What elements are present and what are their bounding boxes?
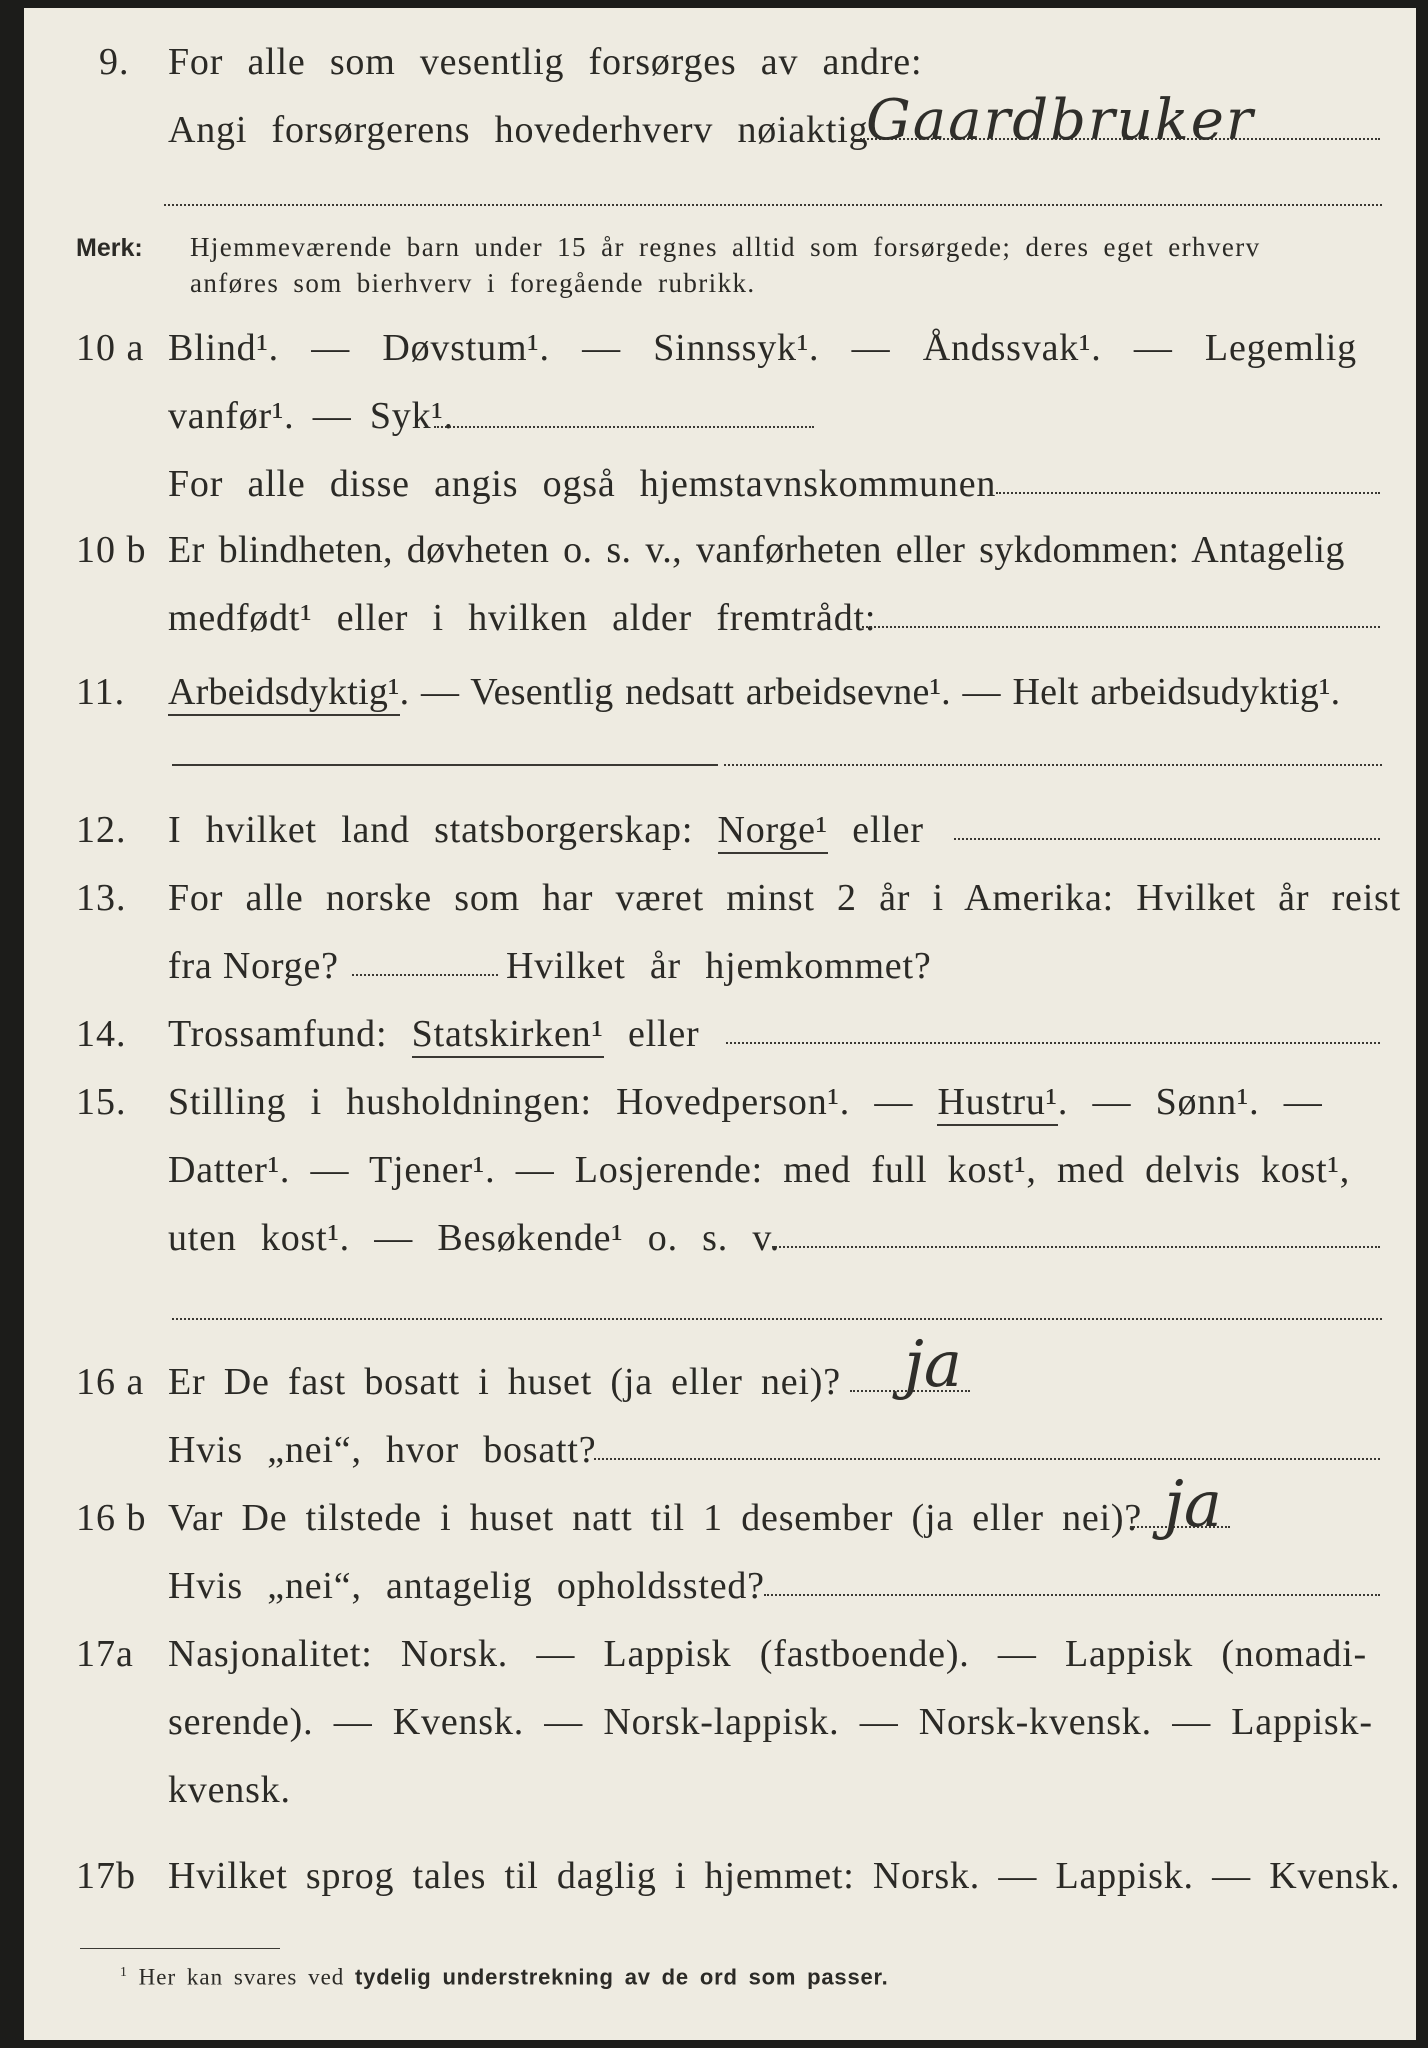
q13-line1: For alle norske som har været minst 2 år i Amerika: Hvilket år reist — [168, 877, 1402, 919]
q9-handwritten-answer[interactable]: Gaardbruker — [866, 88, 1255, 153]
q17b-line1: Hvilket sprog tales til daglig i hjemmet: Norsk. — Lappisk. — Kvensk. — [168, 1855, 1401, 1897]
q15-line1b: . — Sønn¹. — — [1057, 1081, 1323, 1123]
q11-line — [168, 670, 1340, 714]
item-number-13: 13. — [76, 877, 127, 919]
q17a-line2: serende). — Kvensk. — Norsk-lappisk. — Norsk-kvensk. — Lappisk- — [168, 1701, 1373, 1743]
item-number-12: 12. — [76, 809, 127, 851]
q16a-line1: Er De fast bosatt i huset (ja eller nei)? — [168, 1361, 841, 1403]
q10a-line2: vanfør¹. — Syk¹. — [168, 395, 454, 437]
q16b-whereabouts-line — [764, 1594, 1380, 1596]
q10b-answer-line — [862, 626, 1380, 628]
merk-line1: Hjemmeværende barn under 15 år regnes alltid som forsørgede; deres eget erhverv — [190, 232, 1261, 262]
q13-line2b: Hvilket år hjemkommet? — [506, 945, 932, 987]
q14-line — [168, 1012, 699, 1056]
q9-line1: For alle som vesentlig forsørges av andre: — [168, 41, 923, 83]
q10a-line1: Blind¹. — Døvstum¹. — Sinnssyk¹. — Åndssvak¹. — Legemlig — [168, 327, 1357, 369]
q9-line2: Angi forsørgerens hovederhverv nøiaktig — [168, 109, 869, 151]
q15-answer-line — [772, 1246, 1380, 1248]
q10a-answer-line — [434, 426, 814, 428]
item-number-10b: 10 b — [76, 529, 147, 571]
item-number-11: 11. — [76, 671, 126, 713]
q16b-line2: Hvis „nei“, antagelig opholdssted? — [168, 1565, 765, 1607]
q11-rule-right — [724, 764, 1382, 766]
q12-post: eller — [852, 809, 924, 851]
item-number-14: 14. — [76, 1013, 127, 1055]
q17a-line3: kvensk. — [168, 1769, 291, 1811]
q15-line1a: Stilling i husholdningen: Hovedperson¹. — — [168, 1081, 914, 1123]
item-number-15: 15. — [76, 1081, 127, 1123]
footnote-rule — [80, 1948, 280, 1949]
q10b-line1: Er blindheten, døvheten o. s. v., vanførheten eller sykdommen: Antagelig — [168, 529, 1345, 571]
q15-extra-line — [172, 1318, 1382, 1320]
q14-pre: Trossamfund: — [168, 1013, 388, 1055]
q11-rest: . — Vesentlig nedsatt arbeidsevne¹. — Helt arbeidsudyktig¹. — [399, 671, 1341, 713]
q10a-home-municipality-line — [996, 492, 1380, 494]
q9-extra-line — [164, 204, 1382, 206]
footnote — [120, 1964, 889, 1991]
item-number-9: 9. — [99, 41, 130, 83]
q12-option-norge[interactable]: Norge¹ — [718, 809, 828, 854]
item-number-17b: 17b — [76, 1855, 136, 1897]
item-number-17a: 17a — [76, 1633, 134, 1675]
q14-post: eller — [627, 1013, 700, 1055]
q10b-line2: medfødt¹ eller i hvilken alder fremtrådt: — [168, 597, 877, 639]
q15-line2: Datter¹. — Tjener¹. — Losjerende: med full kost¹, med delvis kost¹, — [168, 1149, 1351, 1191]
merk-label: Merk: — [76, 234, 143, 262]
q15-option-hustru[interactable]: Hustru¹ — [937, 1081, 1057, 1126]
q13-departure-year-line — [352, 974, 498, 976]
item-number-10a: 10 a — [76, 327, 145, 369]
item-number-16a: 16 a — [76, 1361, 145, 1403]
q16a-residence-line — [594, 1458, 1380, 1460]
q11-rule-left — [172, 764, 718, 766]
q15-line3: uten kost¹. — Besøkende¹ o. s. v. — [168, 1217, 781, 1259]
q15-line1 — [168, 1080, 1323, 1124]
footnote-pre: Her kan svares ved — [138, 1964, 345, 1990]
q14-option-statskirken[interactable]: Statskirken¹ — [412, 1013, 604, 1058]
q11-option-arbeidsdyktig[interactable]: Arbeidsdyktig¹ — [168, 671, 400, 716]
item-number-16b: 16 b — [76, 1497, 147, 1539]
q13-line2a: fra Norge? — [168, 945, 339, 987]
q12-line — [168, 808, 924, 852]
footnote-bold: tydelig understrekning av de ord som passer. — [355, 1964, 889, 1990]
census-form-page — [24, 8, 1416, 2040]
q14-answer-line — [726, 1042, 1380, 1044]
merk-line2: anføres som bierhverv i foregående rubrikk. — [190, 268, 756, 298]
q16a-line2: Hvis „nei“, hvor bosatt? — [168, 1429, 597, 1471]
q17a-line1: Nasjonalitet: Norsk. — Lappisk (fastboende). — Lappisk (nomadi- — [168, 1633, 1368, 1675]
q10a-line3: For alle disse angis også hjemstavnskommunen — [168, 463, 997, 505]
footnote-mark: 1 — [120, 1964, 128, 1979]
q16a-handwritten-answer[interactable]: ja — [904, 1328, 962, 1402]
q16b-handwritten-answer[interactable]: ja — [1164, 1468, 1222, 1542]
q12-pre: I hvilket land statsborgerskap: — [168, 809, 694, 851]
q16b-line1: Var De tilstede i huset natt til 1 desember (ja eller nei)? — [168, 1497, 1143, 1539]
q12-answer-line — [954, 838, 1380, 840]
